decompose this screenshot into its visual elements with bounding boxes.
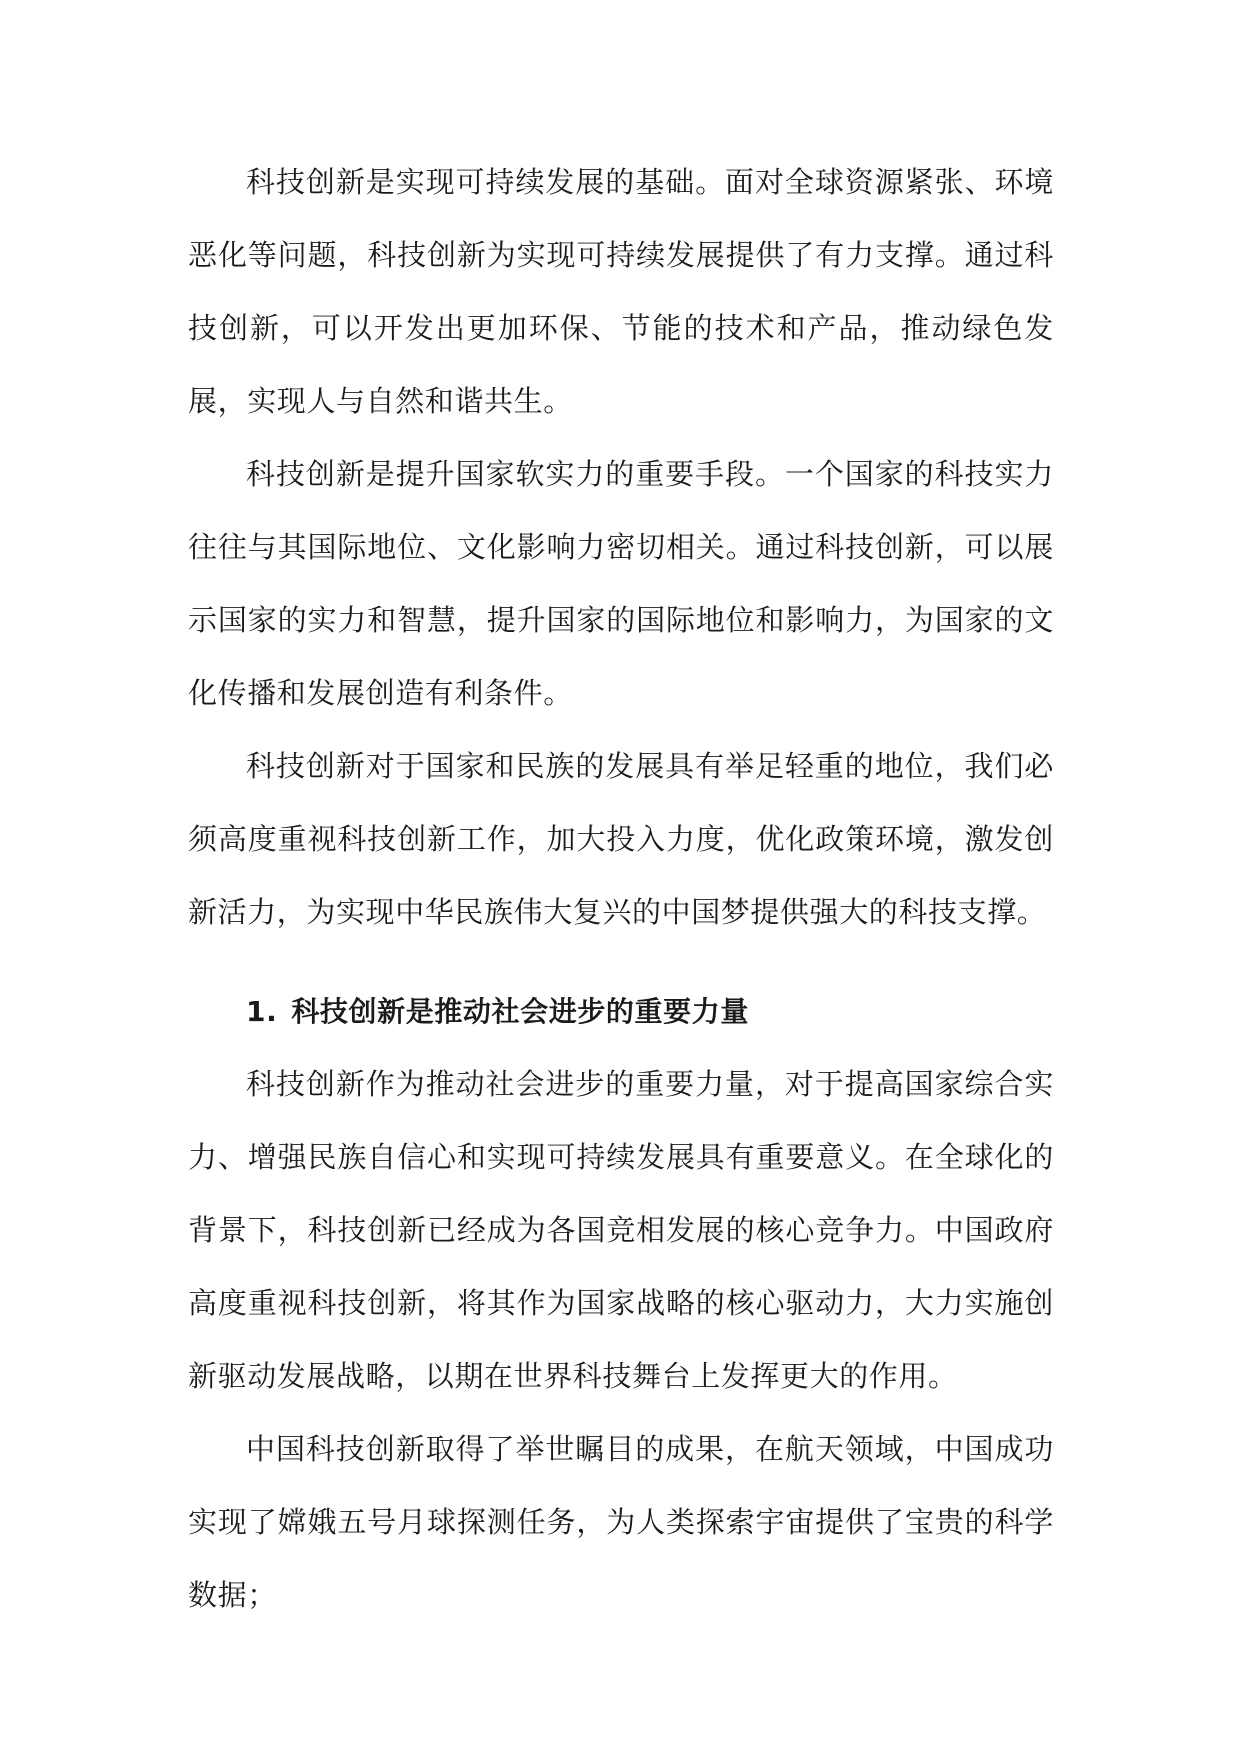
document-body	[188, 146, 1054, 1632]
section-heading	[188, 975, 1054, 1048]
section-title: 科技创新是推动社会进步的重要力量	[291, 995, 749, 1028]
paragraph-soft-power: 科技创新是提升国家软实力的重要手段。一个国家的科技实力往往与其国际地位、文化影响力密切相关。通过科技创新，可以展示国家的实力和智慧，提升国家的国际地位和影响力，为国家的文化传播和发展创造有利条件。	[188, 457, 1054, 710]
paragraph-social-progress: 科技创新作为推动社会进步的重要力量，对于提高国家综合实力、增强民族自信心和实现可持续发展具有重要意义。在全球化的背景下，科技创新已经成为各国竞相发展的核心竞争力。中国政府高度重视科技创新，将其作为国家战略的核心驱动力，大力实施创新驱动发展战略，以期在世界科技舞台上发挥更大的作用。	[188, 1067, 1054, 1393]
paragraph-national-importance: 科技创新对于国家和民族的发展具有举足轻重的地位，我们必须高度重视科技创新工作，加大投入力度，优化政策环境，激发创新活力，为实现中华民族伟大复兴的中国梦提供强大的科技支撑。	[188, 749, 1054, 929]
paragraph-sustainable-development: 科技创新是实现可持续发展的基础。面对全球资源紧张、环境恶化等问题，科技创新为实现可持续发展提供了有力支撑。通过科技创新，可以开发出更加环保、节能的技术和产品，推动绿色发展，实现人与自然和谐共生。	[188, 165, 1054, 418]
section-number: 1.	[246, 995, 278, 1028]
paragraph-china-achievements: 中国科技创新取得了举世瞩目的成果，在航天领域，中国成功实现了嫦娥五号月球探测任务，为人类探索宇宙提供了宝贵的科学数据；	[188, 1432, 1054, 1612]
